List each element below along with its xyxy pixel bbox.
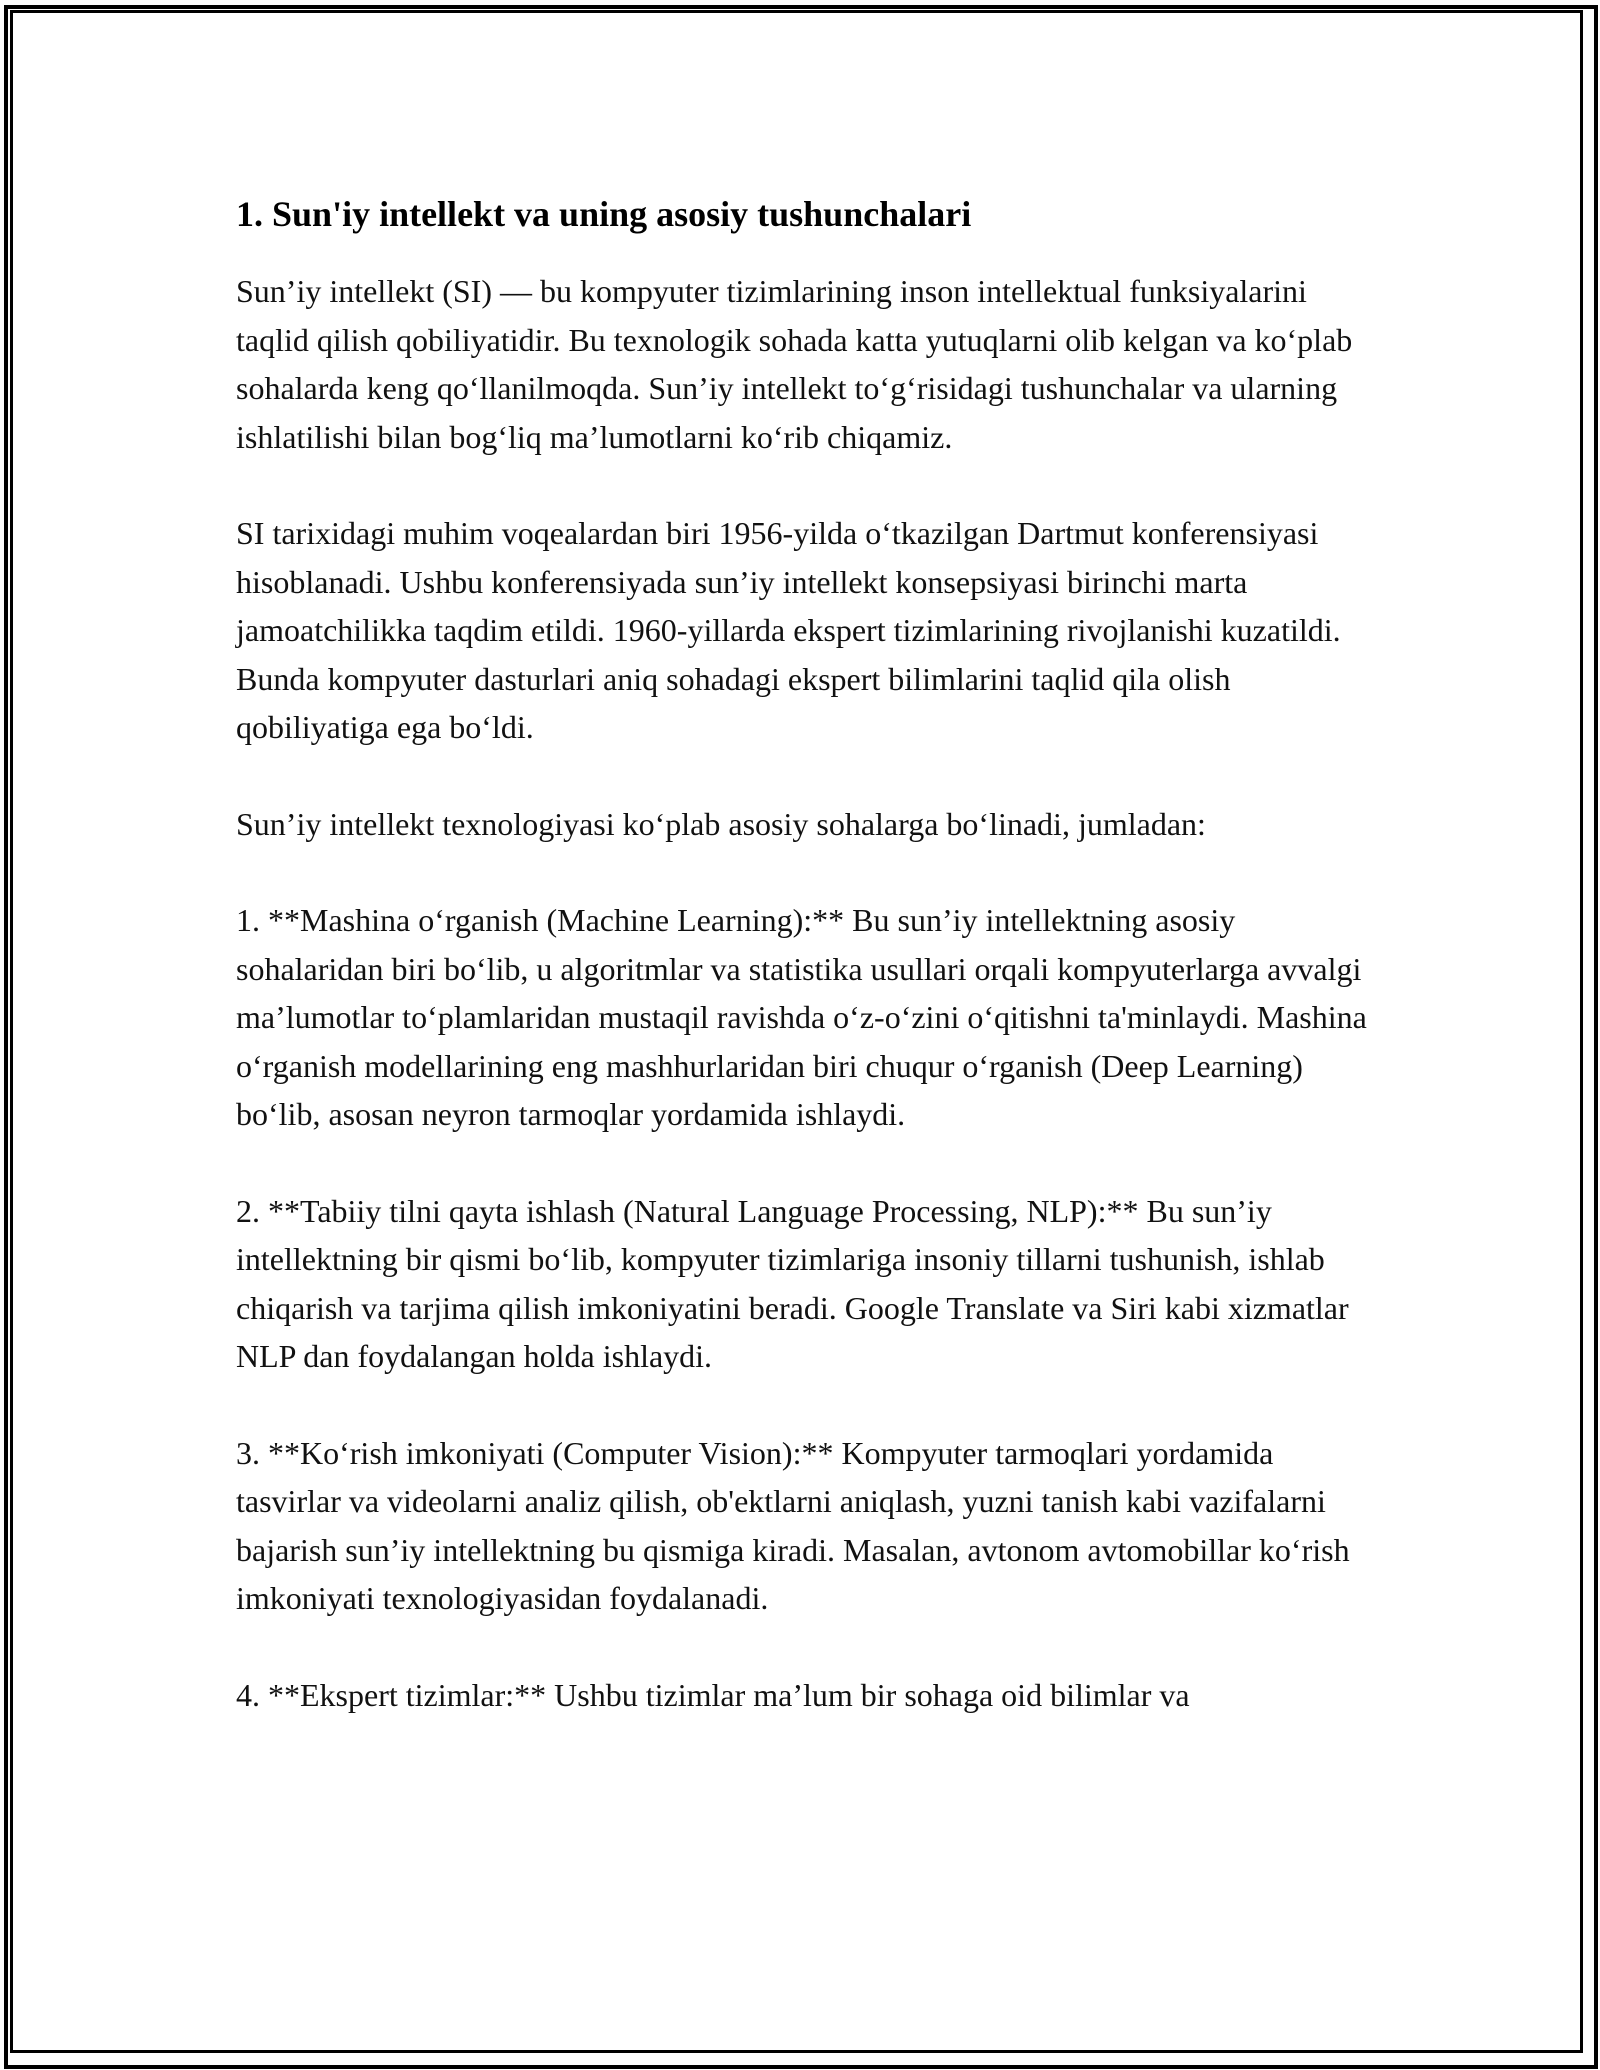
list-item-computer-vision: 3. **Ko‘rish imkoniyati (Computer Vision):** Kompyuter tarmoqlari yordamida tasvirlar va videolarni analiz qilish, ob'ektlarni aniqlash, yuzni tanish kabi vazifalarni bajarish sun’iy intellektning bu qismiga kiradi. Masalan, avtonom avtomobillar ko‘rish imkoniyati texnologiyasidan foydalanadi. xyxy=(236,1434,1350,1616)
list-item-nlp: 2. **Tabiiy tilni qayta ishlash (Natural Language Processing, NLP):** Bu sun’iy intellektning bir qismi bo‘lib, kompyuter tizimlariga insoniy tillarni tushunish, ishlab chiqarish va tarjima qilish imkoniyatini beradi. Google Translate va Siri kabi xizmatlar NLP dan foydalangan holda ishlaydi. xyxy=(236,1192,1349,1374)
paragraph-introduction: Sun’iy intellekt (SI) — bu kompyuter tizimlarining inson intellektual funksiyalarini taqlid qilish qobiliyatidir. Bu texnologik sohada katta yutuqlarni olib kelgan va ko‘plab sohalarda keng qo‘llanilmoqda. Sun’iy intellekt to‘g‘risidagi tushunchalar va ularning ishlatilishi bilan bog‘liq ma’lumotlarni ko‘rib chiqamiz. xyxy=(236,273,1353,455)
list-item-expert-systems: 4. **Ekspert tizimlar:** Ushbu tizimlar ma’lum bir sohaga oid bilimlar va xyxy=(236,1676,1190,1713)
document-title: 1. Sun'iy intellekt va uning asosiy tushunchalari xyxy=(236,194,972,234)
paragraph-history: SI tarixidagi muhim voqealardan biri 1956-yilda o‘tkazilgan Dartmut konferensiyasi hisoblanadi. Ushbu konferensiyada sun’iy intellekt konsepsiyasi birinchi marta jamoatchilikka taqdim etildi. 1960-yillarda ekspert tizimlarining rivojlanishi kuzatildi. Bunda kompyuter dasturlari aniq sohadagi ekspert bilimlarini taqlid qila olish qobiliyatiga ega bo‘ldi. xyxy=(236,515,1341,745)
paragraph-fields-intro: Sun’iy intellekt texnologiyasi ko‘plab asosiy sohalarga bo‘linadi, jumladan: xyxy=(236,805,1206,842)
list-item-machine-learning: 1. **Mashina o‘rganish (Machine Learning):** Bu sun’iy intellektning asosiy sohalaridan biri bo‘lib, u algoritmlar va statistika usullari orqali kompyuterlarga avvalgi ma’lumotlar to‘plamlaridan mustaqil ravishda o‘z-o‘zini o‘qitishni ta'minlaydi. Mashina o‘rganish modellarining eng mashhurlaridan biri chuqur o‘rganish (Deep Learning) bo‘lib, asosan neyron tarmoqlar yordamida ishlaydi. xyxy=(236,902,1367,1132)
document-body xyxy=(236,190,1386,1719)
